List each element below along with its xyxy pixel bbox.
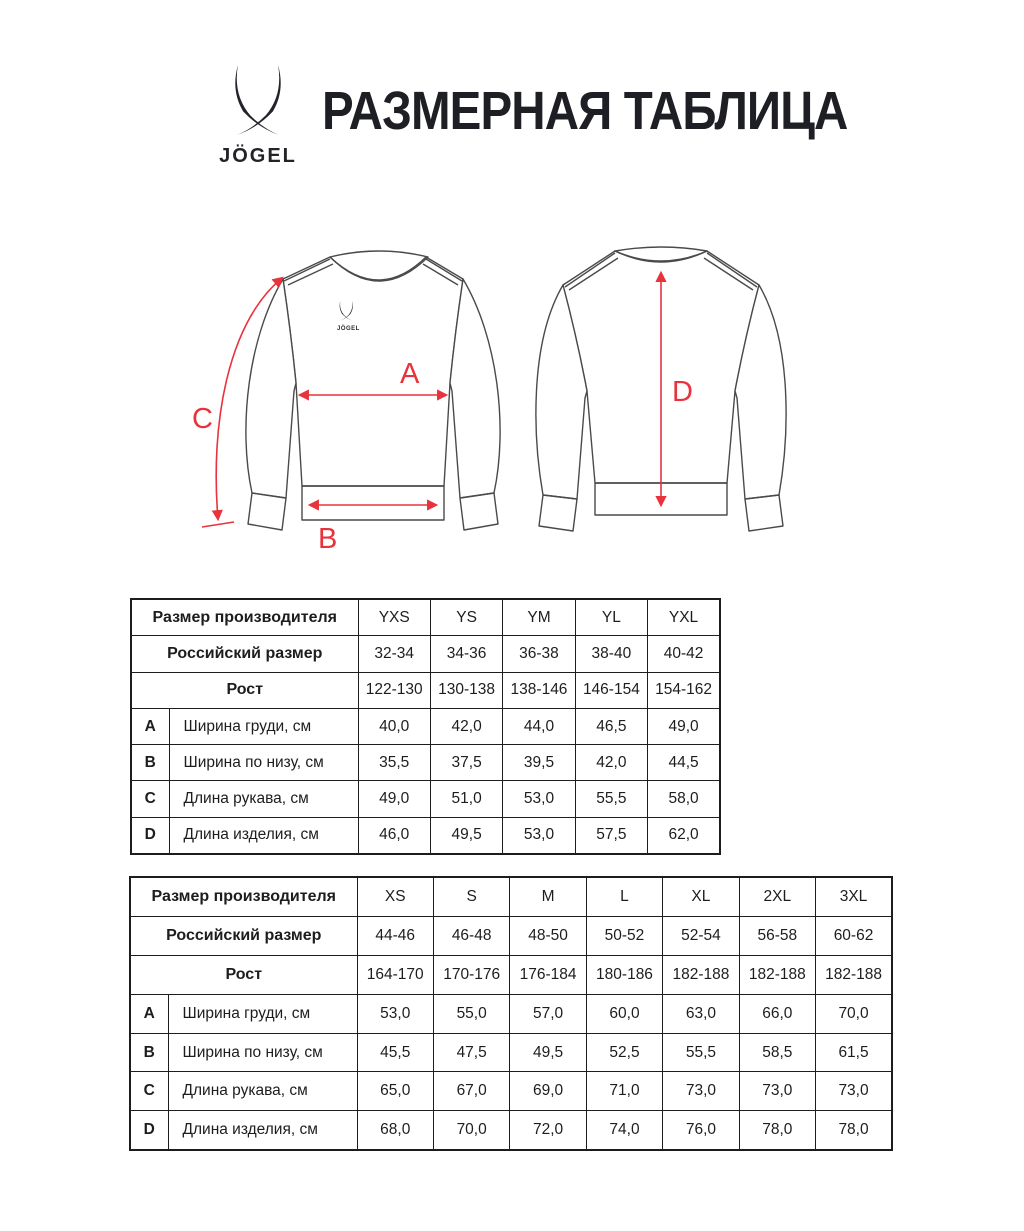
size-value-cell: 146-154 [575,672,647,708]
row-label: Российский размер [131,636,358,672]
measure-letter-cell: C [130,1072,168,1111]
measure-value-cell: 51,0 [430,781,502,817]
front-right-cuff [460,493,498,530]
measure-value-cell: 52,5 [586,1033,662,1072]
measure-row [131,781,720,817]
measure-label-cell: Длина рукава, см [169,781,358,817]
header-row [130,955,892,994]
size-value-cell: YXS [358,599,430,636]
measure-value-cell: 44,5 [648,745,720,781]
dimension-label-c: C [192,403,213,435]
measure-value-cell: 73,0 [816,1072,892,1111]
row-label: Рост [131,672,358,708]
size-value-cell: 182-188 [739,955,815,994]
front-hem-band [302,486,444,520]
measure-value-cell: 47,5 [433,1033,509,1072]
dimension-label-b: B [318,523,338,553]
size-value-cell: 34-36 [430,636,502,672]
measure-value-cell: 73,0 [663,1072,739,1111]
measure-value-cell: 68,0 [357,1111,433,1150]
measure-value-cell: 42,0 [430,708,502,744]
measure-value-cell: 73,0 [739,1072,815,1111]
measure-value-cell: 37,5 [430,745,502,781]
measure-value-cell: 46,5 [575,708,647,744]
measure-value-cell: 53,0 [503,817,575,854]
measure-label-cell: Ширина по низу, см [169,745,358,781]
size-value-cell: 3XL [816,877,892,916]
jogel-logo [202,64,314,168]
measure-row [130,994,892,1033]
measure-value-cell: 69,0 [510,1072,586,1111]
measure-value-cell: 65,0 [357,1072,433,1111]
measure-row [131,745,720,781]
jogel-logo-icon [227,64,289,136]
size-table-adult [129,876,893,1151]
front-left-cuff [248,493,286,530]
size-value-cell: 44-46 [357,916,433,955]
page-title: РАЗМЕРНАЯ ТАБЛИЦА [322,81,848,141]
size-value-cell: 130-138 [430,672,502,708]
measure-value-cell: 55,0 [433,994,509,1033]
size-value-cell: 182-188 [816,955,892,994]
measure-letter-cell: A [130,994,168,1033]
measure-value-cell: 71,0 [586,1072,662,1111]
measure-value-cell: 74,0 [586,1111,662,1150]
size-value-cell: 122-130 [358,672,430,708]
size-value-cell: YS [430,599,502,636]
header-row [131,599,720,636]
row-label: Размер производителя [131,599,358,636]
front-chest-wordmark: JÖGEL [337,326,360,332]
measure-row [131,817,720,854]
measure-label-cell: Длина рукава, см [168,1072,357,1111]
size-value-cell: 38-40 [575,636,647,672]
size-value-cell: 40-42 [648,636,720,672]
measure-letter-cell: D [131,817,169,854]
size-value-cell: 52-54 [663,916,739,955]
measure-value-cell: 57,5 [575,817,647,854]
dimension-label-a: A [400,358,420,390]
measure-value-cell: 76,0 [663,1111,739,1150]
header-row [131,672,720,708]
jogel-logo-wordmark: JÖGEL [219,145,297,167]
size-value-cell: XL [663,877,739,916]
size-value-cell: 176-184 [510,955,586,994]
measure-letter-cell: B [131,745,169,781]
size-value-cell: 2XL [739,877,815,916]
size-value-cell: 170-176 [433,955,509,994]
size-value-cell: 182-188 [663,955,739,994]
dimension-tick-c [202,522,234,527]
size-value-cell: L [586,877,662,916]
measure-label-cell: Ширина груди, см [168,994,357,1033]
size-value-cell: 60-62 [816,916,892,955]
size-value-cell: S [433,877,509,916]
size-value-cell: 154-162 [648,672,720,708]
size-value-cell: YL [575,599,647,636]
measure-letter-cell: D [130,1111,168,1150]
row-label: Размер производителя [130,877,357,916]
measure-value-cell: 60,0 [586,994,662,1033]
size-value-cell: 46-48 [433,916,509,955]
size-value-cell: YXL [648,599,720,636]
row-label: Российский размер [130,916,357,955]
measure-value-cell: 57,0 [510,994,586,1033]
measure-value-cell: 46,0 [358,817,430,854]
measure-value-cell: 58,5 [739,1033,815,1072]
front-body [283,257,463,486]
measure-value-cell: 49,0 [648,708,720,744]
measure-value-cell: 49,5 [430,817,502,854]
measure-label-cell: Ширина по низу, см [168,1033,357,1072]
size-value-cell: 48-50 [510,916,586,955]
back-right-cuff [745,495,783,531]
size-value-cell: 56-58 [739,916,815,955]
measure-value-cell: 67,0 [433,1072,509,1111]
size-value-cell: M [510,877,586,916]
measure-row [130,1033,892,1072]
measure-value-cell: 53,0 [503,781,575,817]
measure-value-cell: 58,0 [648,781,720,817]
size-value-cell: 164-170 [357,955,433,994]
measure-value-cell: 72,0 [510,1111,586,1150]
size-value-cell: YM [503,599,575,636]
back-left-cuff [539,495,577,531]
measure-value-cell: 63,0 [663,994,739,1033]
size-value-cell: 36-38 [503,636,575,672]
measure-value-cell: 35,5 [358,745,430,781]
size-value-cell: 180-186 [586,955,662,994]
measure-label-cell: Длина изделия, см [169,817,358,854]
header-row [130,916,892,955]
size-value-cell: XS [357,877,433,916]
measure-value-cell: 42,0 [575,745,647,781]
measure-value-cell: 55,5 [575,781,647,817]
measure-value-cell: 55,5 [663,1033,739,1072]
row-label: Рост [130,955,357,994]
size-table-youth [130,598,721,855]
measure-value-cell: 44,0 [503,708,575,744]
measure-value-cell: 49,0 [358,781,430,817]
measure-value-cell: 45,5 [357,1033,433,1072]
measure-value-cell: 66,0 [739,994,815,1033]
measure-value-cell: 40,0 [358,708,430,744]
measure-row [131,708,720,744]
size-value-cell: 138-146 [503,672,575,708]
measure-label-cell: Длина изделия, см [168,1111,357,1150]
measure-value-cell: 70,0 [433,1111,509,1150]
header-row [131,636,720,672]
measure-value-cell: 78,0 [816,1111,892,1150]
measure-value-cell: 49,5 [510,1033,586,1072]
measure-label-cell: Ширина груди, см [169,708,358,744]
measure-letter-cell: A [131,708,169,744]
measure-value-cell: 62,0 [648,817,720,854]
size-value-cell: 32-34 [358,636,430,672]
header-row [130,877,892,916]
measure-letter-cell: B [130,1033,168,1072]
measure-letter-cell: C [131,781,169,817]
dimension-label-d: D [672,376,693,408]
measure-row [130,1111,892,1150]
measure-value-cell: 70,0 [816,994,892,1033]
measure-value-cell: 61,5 [816,1033,892,1072]
measure-value-cell: 78,0 [739,1111,815,1150]
measure-row [130,1072,892,1111]
measure-value-cell: 53,0 [357,994,433,1033]
measure-value-cell: 39,5 [503,745,575,781]
size-value-cell: 50-52 [586,916,662,955]
sweatshirt-front-view [188,243,518,553]
sweatshirt-back-view [515,243,815,543]
